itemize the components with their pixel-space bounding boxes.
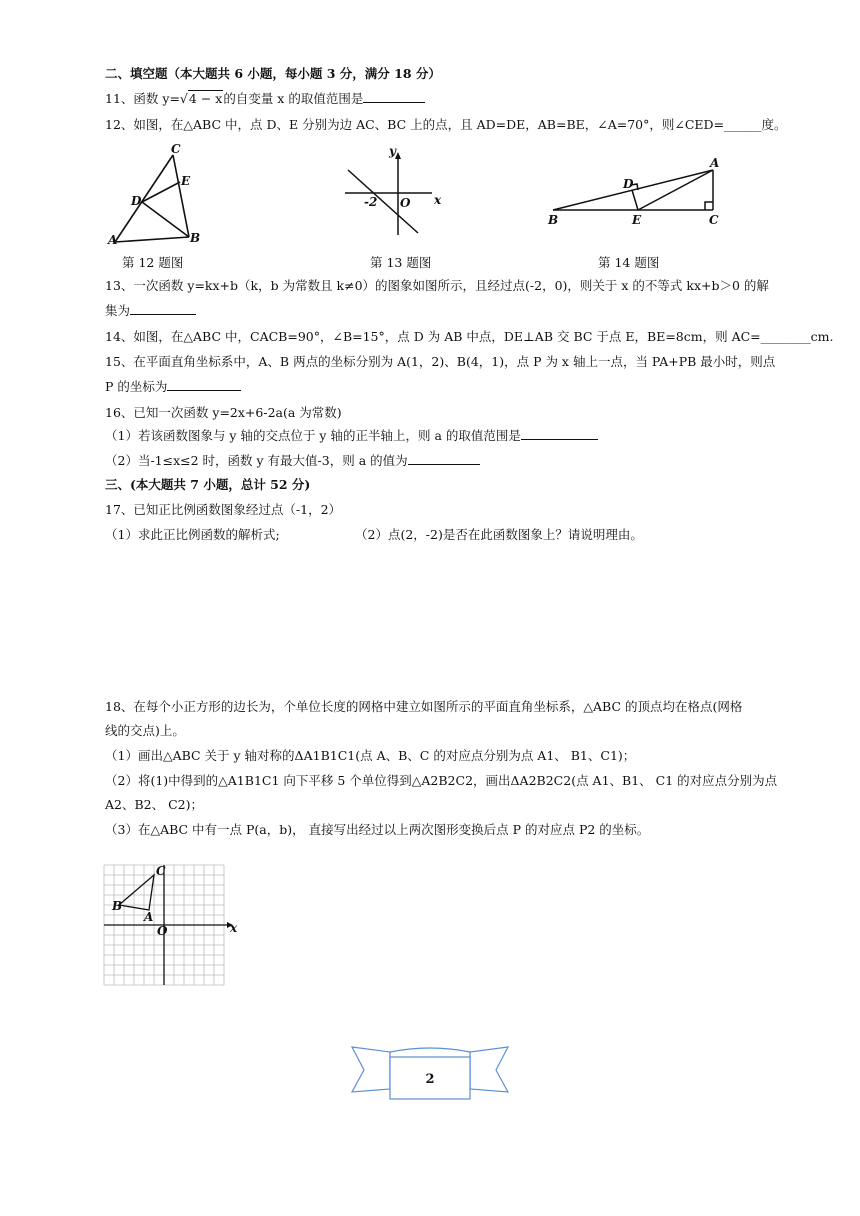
question-16-part1 bbox=[105, 427, 598, 445]
fig14-label-e: E bbox=[632, 213, 642, 227]
q13-answer-blank bbox=[130, 302, 196, 315]
q11-answer-blank bbox=[363, 90, 425, 103]
fig12-side-ca bbox=[115, 155, 173, 242]
q15-answer-blank bbox=[167, 378, 241, 391]
question-17-part1: （1）求此正比例函数的解析式; bbox=[105, 527, 280, 542]
figure-13-graph bbox=[340, 145, 450, 240]
figure-14-caption: 第 14 题图 bbox=[598, 255, 660, 270]
fig12-side-cb bbox=[173, 155, 189, 237]
fig12-label-e: E bbox=[181, 174, 191, 188]
fig12-label-b: B bbox=[190, 231, 201, 245]
question-12: 12、如图，在△ABC 中，点 D、E 分别为边 AC、BC 上的点，且 AD=DE，AB=BE，∠A=70°，则∠CED=______度。 bbox=[105, 117, 787, 132]
q11-suffix: 的自变量 x 的取值范围是 bbox=[223, 91, 364, 106]
figure-18-grid bbox=[104, 860, 239, 985]
page-number: 2 bbox=[425, 1072, 435, 1087]
q11-radicand: 4 − x bbox=[188, 91, 223, 106]
fig14-label-a: A bbox=[710, 156, 720, 170]
q15-answer-label: P 的坐标为 bbox=[105, 379, 168, 394]
fig12-label-c: C bbox=[171, 142, 181, 156]
q16-1-text: （1）若该函数图象与 y 轴的交点位于 y 轴的正半轴上，则 a 的取值范围是 bbox=[105, 428, 521, 443]
fig12-label-a: A bbox=[108, 233, 118, 247]
question-17: 17、已知正比例函数图象经过点（-1，2） bbox=[105, 502, 342, 517]
question-15-line2 bbox=[105, 378, 241, 396]
fig14-label-c: C bbox=[709, 213, 719, 227]
fig12-label-d: D bbox=[131, 194, 142, 208]
figure-12-caption: 第 12 题图 bbox=[122, 255, 184, 270]
question-16-part2 bbox=[105, 452, 480, 470]
question-18-part3: （3）在△ABC 中有一点 P(a，b)， 直接写出经过以上两次图形变换后点 P 的对应点 P2 的坐标。 bbox=[105, 822, 650, 837]
q16-2-text: （2）当-1≤x≤2 时，函数 y 有最大值-3，则 a 的值为 bbox=[105, 453, 408, 468]
question-13-line1: 13、一次函数 y=kx+b（k，b 为常数且 k≠0）的图象如图所示，且经过点(-2，0)，则关于 x 的不等式 kx+b＞0 的解 bbox=[105, 278, 769, 293]
fig13-label-neg2: -2 bbox=[364, 195, 378, 209]
fig18-label-origin: O bbox=[157, 924, 168, 938]
q16-2-answer-blank bbox=[408, 452, 480, 465]
fig14-right-angle-c bbox=[705, 202, 713, 210]
ribbon-right-tail bbox=[470, 1047, 508, 1092]
sqrt-icon: √ bbox=[179, 91, 188, 106]
fig12-side-ab bbox=[115, 237, 189, 242]
fig14-label-b: B bbox=[548, 213, 559, 227]
question-18-line2: 线的交点)上。 bbox=[105, 723, 185, 738]
fig12-line-db bbox=[142, 202, 189, 237]
question-13-line2 bbox=[105, 302, 196, 320]
question-16: 16、已知一次函数 y=2x+6-2a(a 为常数) bbox=[105, 405, 342, 420]
fig13-label-origin: O bbox=[400, 196, 411, 210]
question-11 bbox=[105, 90, 425, 108]
fig14-label-d: D bbox=[623, 177, 634, 191]
question-18-line1: 18、在每个小正方形的边长为，个单位长度的网格中建立如图所示的平面直角坐标系，△ABC 的顶点均在格点(网格 bbox=[105, 699, 743, 714]
fig13-label-y: y bbox=[389, 144, 396, 158]
fig18-label-x: x bbox=[230, 921, 238, 935]
question-18-part1: （1）画出△ABC 关于 y 轴对称的ΔA1B1C1(点 A、B、C 的对应点分别为点 A1、 B1、C1)； bbox=[105, 748, 636, 763]
fig14-line-ea bbox=[638, 170, 713, 210]
fig18-label-c: C bbox=[156, 864, 166, 878]
question-17-part2: （2）点(2，-2)是否在此函数图象上？请说明理由。 bbox=[355, 527, 643, 542]
fig14-line-de bbox=[632, 190, 638, 210]
section-3-title: 三、(本大题共 7 小题，总计 52 分) bbox=[105, 477, 311, 492]
section-2-title: 二、填空题（本大题共 6 小题，每小题 3 分，满分 18 分） bbox=[105, 66, 441, 81]
question-18-part2-line1: （2）将(1)中得到的△A1B1C1 向下平移 5 个单位得到△A2B2C2，画出ΔA2B2C2(点 A1、B1、 C1 的对应点分别为点 bbox=[105, 773, 778, 788]
q13-answer-label: 集为 bbox=[105, 303, 131, 318]
question-14: 14、如图，在△ABC 中，CACB=90°，∠B=15°，点 D 为 AB 中点，DE⊥AB 交 BC 于点 E，BE=8cm，则 AC=________cm. bbox=[105, 329, 834, 344]
figure-13-caption: 第 13 题图 bbox=[370, 255, 432, 270]
fig18-label-a: A bbox=[144, 910, 154, 924]
q16-1-answer-blank bbox=[521, 427, 598, 440]
question-18-part2-line2: A2、B2、 C2)； bbox=[105, 797, 203, 812]
fig13-label-x: x bbox=[434, 193, 442, 207]
figure-12-triangle bbox=[105, 142, 215, 250]
q11-prefix: 11、函数 y= bbox=[105, 91, 180, 106]
fig18-label-b: B bbox=[112, 899, 123, 913]
figure-14-triangle bbox=[545, 155, 725, 230]
ribbon-left-tail bbox=[352, 1047, 390, 1092]
page-number-ribbon bbox=[350, 1042, 510, 1104]
question-15-line1: 15、在平面直角坐标系中，A、B 两点的坐标分别为 A(1，2)、B(4，1)，点 P 为 x 轴上一点，当 PA+PB 最小时，则点 bbox=[105, 354, 776, 369]
